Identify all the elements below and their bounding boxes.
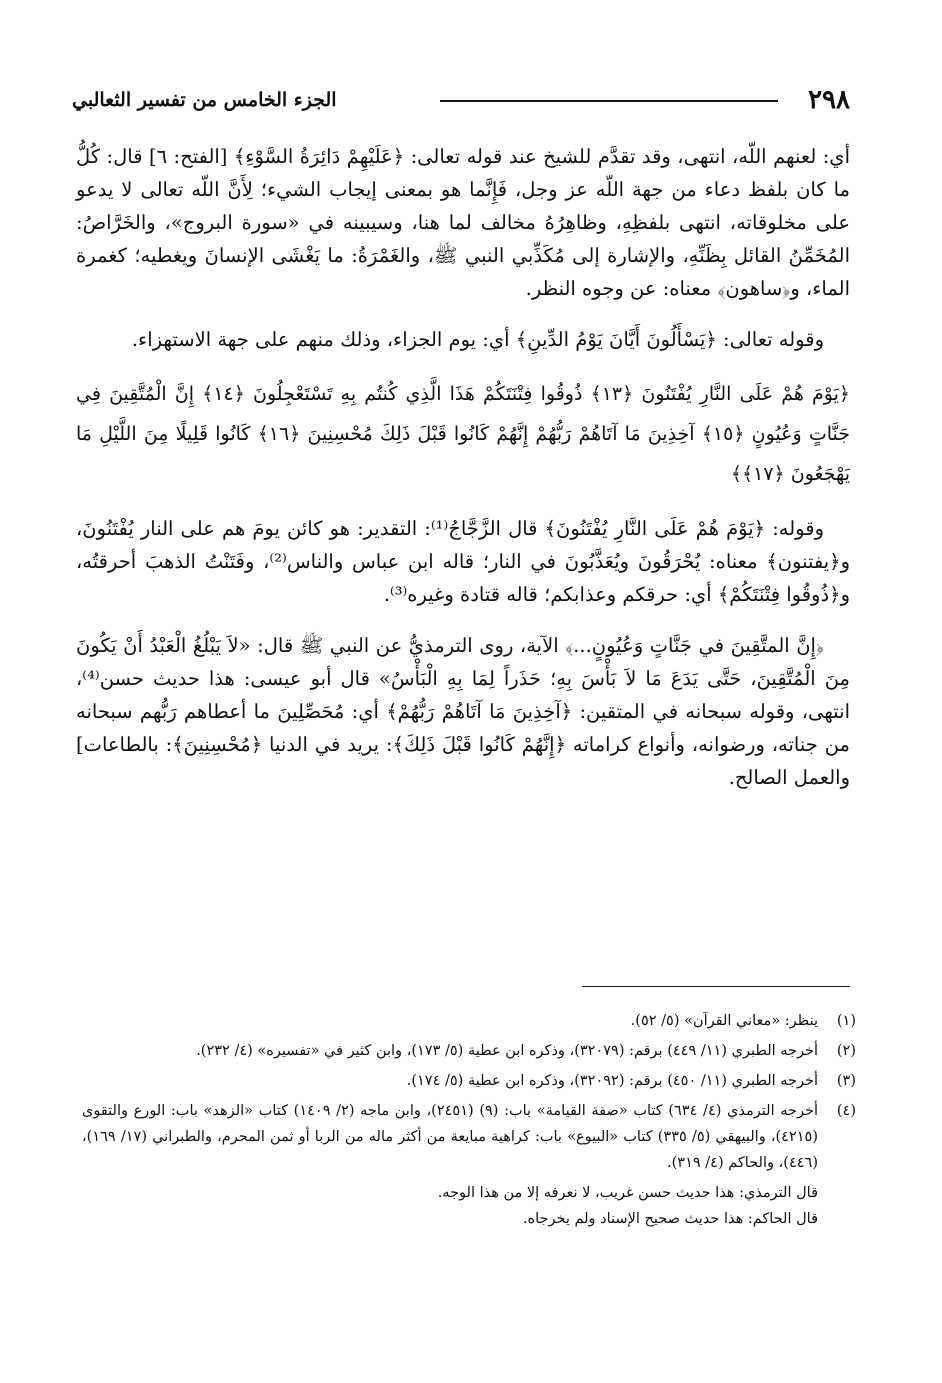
body-paragraph: وقوله تعالى: ﴿يَسْأَلُونَ أَيَّانَ يَوْمُ الدِّينِ﴾ أي: يوم الجزاء، وذلك منهم على جهة الاستهزاء. xyxy=(131,328,824,351)
footnote-text: أخرجه الترمذي (٤/ ٦٣٤) كتاب «صفة القيامة» باب: (٩) (٢٤٥١)، وابن ماجه (٢/ ١٤٠٩) كتاب «الزهد» باب: الورع والتقوى (٤٢١٥)، والبيهقي (٥/ ٣٣٥) كتاب «البيوع» باب: كراهية مبايعة من أكثر ماله من الربا أو ثمن المحرم، والطبراني (١٧/ ١٦٩)، (٤٤٦)، والحاكم (٤/ ٣١٩). xyxy=(82,1103,818,1171)
body-paragraph: ﴿إِنَّ المتَّقِينَ في جَنَّاتٍ وَعُيُونٍ...﴾ الآية، روى الترمذيُّ عن النبي ﷺ قال: «لاَ يَبْلُغُ الْعَبْدُ أَنْ يَكُونَ مِنَ الْمُتَّقِينَ، حَتَّى يَدَعَ مَا لاَ بَأْسَ بِهِ؛ حَذَراً لِمَا بِهِ الْبَأْسُ» قال أبو عيسى: هذا حديث حسن⁽⁴⁾، انتهى، وقوله سبحانه في المتقين: ﴿آخِذِينَ مَا آتَاهُمْ رَبُّهُمْ﴾ أي: مُحَصِّلِينَ ما أعطاهم رَبُّهم سبحانه من جناته، ورضوانه، وأنواع كراماته ﴿إِنَّهُمْ كَانُوا قَبْلَ ذَلِكَ﴾: يريد في الدنيا ﴿مُحْسِنِينَ﴾: بالطاعات] والعمل الصالح. xyxy=(76,634,850,789)
footnote-note: قال الحاكم: هذا حديث صحيح الإسناد ولم يخرجاه. xyxy=(522,1211,818,1227)
footnote xyxy=(82,1068,856,1094)
footnote-text: أخرجه الطبري (١١/ ٤٥٠) برقم: (٣٢٠٩٢)، وذكره ابن عطية (٥/ ١٧٤). xyxy=(406,1073,818,1089)
running-title: الجزء الخامس من تفسير الثعالبي xyxy=(72,89,337,111)
footnote-text: ينظر: «معاني القرآن» (٥/ ٥٢). xyxy=(630,1013,818,1029)
footnote-number: (٤) xyxy=(836,1103,856,1119)
footnote-number: (٣) xyxy=(836,1073,856,1089)
footnote-number: (١) xyxy=(836,1013,856,1029)
footnote-separator xyxy=(582,986,850,987)
page-number: ٢٩٨ xyxy=(808,85,850,115)
footnote-note: قال الترمذي: هذا حديث حسن غريب، لا نعرفه إلا من هذا الوجه. xyxy=(437,1185,818,1201)
main-text xyxy=(76,140,850,812)
quran-verses: ﴿يَوْمَ هُمْ عَلَى النَّارِ يُفْتَنُونَ ﴿١٣﴾ ذُوقُوا فِتْنَتَكُمْ هَذَا الَّذِي كُنتُم بِهِ تَسْتَعْجِلُونَ ﴿١٤﴾ إِنَّ الْمُتَّقِينَ فِي جَنَّاتٍ وَعُيُونٍ ﴿١٥﴾ آخِذِينَ مَا آتَاهُمْ رَبُّهُمْ إِنَّهُمْ كَانُوا قَبْلَ ذَلِكَ مُحْسِنِينَ ﴿١٦﴾ كَانُوا قَلِيلًا مِنَ اللَّيْلِ مَا يَهْجَعُونَ ﴿١٧﴾﴾ xyxy=(76,383,851,485)
footnote-text: أخرجه الطبري (١١/ ٤٤٩) برقم: (٣٢٠٧٩)، وذكره ابن عطية (٥/ ١٧٣)، وابن كثير في «تفسيره» (٤/ ٢٣٢). xyxy=(196,1043,818,1059)
footnote xyxy=(82,1038,856,1064)
running-header xyxy=(72,86,850,122)
body-paragraph: وقوله: ﴿يَوْمَ هُمْ عَلَى النَّارِ يُفْتَنُونَ﴾ قال الزَّجَّاجُ⁽¹⁾: التقدير: هو كائن يومَ هم على النار يُفْتَنُونَ، و﴿يفتنون﴾ معناه: يُحْرَقُونَ ويُعَذَّبُونَ في النار؛ قاله ابن عباس والناس⁽²⁾، وفَتَنْتُ الذهبَ أحرقتُه، و﴿ذُوقُوا فِتْنَتَكُمْ﴾ أي: حرقكم وعذابكم؛ قاله قتادة وغيره⁽³⁾. xyxy=(76,517,851,606)
footnote-number: (٢) xyxy=(836,1043,856,1059)
header-rule xyxy=(440,100,778,102)
footnotes xyxy=(82,1008,856,1232)
body-paragraph: أي: لعنهم اللّه، انتهى، وقد تقدَّم للشيخ عند قوله تعالى: ﴿عَلَيْهِمْ دَائِرَةُ السَّوْءِ﴾ [الفتح: ٦] قال: كُلُّ ما كان بلفظ دعاء من جهة اللّه عز وجل، فَإِنَّما هو بمعنى إيجاب الشيء؛ لِأَنَّ اللّه تعالى لا يدعو على مخلوقاته، انتهى بلفظِهِ، وظاهِرُهُ مخالف لما هنا، وسيبينه في «سورة البروج»، والخَرَّاصُ: المُخَمِّنُ القائل بِظَنِّهِ، والإشارة إلى مُكَذِّبي النبي ﷺ، والغَمْرَةُ: ما يَغْشَى الإنسانَ ويغطيه؛ كغمرة الماء، و﴿ساهون﴾ معناه: عن وجوه النظر. xyxy=(76,145,850,300)
footnote xyxy=(82,1008,856,1034)
footnote xyxy=(82,1098,856,1176)
